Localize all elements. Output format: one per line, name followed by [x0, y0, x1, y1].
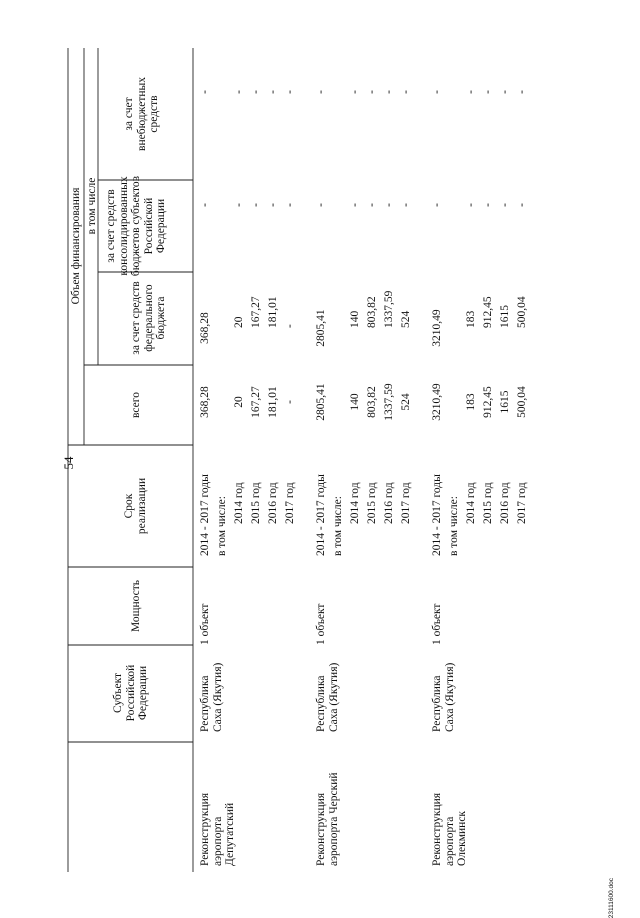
row-3-extrabudgetary-2: - — [465, 90, 477, 94]
row-2-federal-3: 803,82 — [366, 296, 378, 328]
row-1-period-5: 2017 год — [284, 482, 296, 524]
row-1-regional-4: - — [267, 203, 279, 207]
row-3-period-5: 2017 год — [516, 482, 528, 524]
row-2-federal-2: 140 — [349, 310, 361, 328]
header-regional-line-2: бюджетов субъектов — [130, 175, 142, 277]
row-1-period-3: 2015 год — [250, 482, 262, 524]
header-extrabudgetary-line-2: средств — [148, 95, 160, 133]
row-1-total-5: - — [284, 400, 296, 404]
row-3-object-name-2: Олекминск — [456, 810, 468, 866]
row-3-subject-1: Саха (Якутия) — [443, 662, 456, 732]
row-3-federal-4: 1615 — [499, 305, 511, 328]
row-1-period-4: 2016 год — [267, 482, 279, 524]
row-2-total-3: 803,82 — [366, 386, 378, 418]
row-3-extrabudgetary-4: - — [499, 90, 511, 94]
page-number: 54 — [61, 456, 76, 470]
row-3-capacity: 1 объект — [431, 603, 443, 645]
row-3-total-2: 183 — [465, 393, 477, 411]
header-regional-line-0: за счет средств — [105, 189, 117, 263]
row-1-federal-3: 167,27 — [250, 296, 262, 328]
row-2-subject-0: Республика — [315, 675, 327, 732]
row-1-federal-5: - — [284, 324, 296, 328]
row-1-regional-0: - — [199, 203, 211, 207]
row-2-regional-2: - — [349, 203, 361, 207]
header-subject-line-0: Субъект — [112, 672, 124, 714]
row-1-total-2: 20 — [233, 396, 245, 408]
row-1-extrabudgetary-0: - — [199, 90, 211, 94]
row-1-subject-0: Республика — [199, 675, 211, 732]
row-2-regional-5: - — [400, 203, 412, 207]
row-3-regional-5: - — [516, 203, 528, 207]
row-1-extrabudgetary-2: - — [233, 90, 245, 94]
row-2-extrabudgetary-3: - — [366, 90, 378, 94]
header-subject-line-1: Российской — [124, 664, 137, 722]
row-1-total-0: 368,28 — [199, 386, 211, 418]
row-3-extrabudgetary-3: - — [482, 90, 494, 94]
row-3-period-2: 2014 год — [465, 482, 477, 524]
header-regional-line-1: консолидированных — [117, 176, 130, 276]
header-extrabudgetary-line-1: внебюджетных — [135, 77, 148, 151]
row-1-period-1: в том числе: — [216, 496, 228, 556]
header-including: в том числе — [86, 177, 98, 235]
row-2-total-5: 524 — [400, 393, 412, 411]
header-extrabudgetary-line-0: за счет — [123, 97, 135, 131]
row-1-object-name-0: Реконструкция — [199, 792, 211, 866]
header-federal-line-0: за счет средств — [130, 281, 142, 355]
row-2-object-name-1: аэропорта Черский — [327, 772, 340, 866]
row-2-total-2: 140 — [349, 393, 361, 411]
header-term-line-0: Срок — [123, 493, 135, 519]
row-3-federal-3: 912,45 — [482, 296, 494, 328]
row-3-total-0: 3210,49 — [431, 383, 443, 421]
header-term-line-1: реализации — [135, 477, 148, 535]
row-2-subject-1: Саха (Якутия) — [327, 662, 340, 732]
row-3-period-3: 2015 год — [482, 482, 494, 524]
row-2-regional-3: - — [366, 203, 378, 207]
row-3-total-5: 500,04 — [516, 386, 528, 418]
header-capacity: Мощность — [130, 579, 142, 633]
row-2-period-5: 2017 год — [400, 482, 412, 524]
row-3-regional-0: - — [431, 203, 443, 207]
row-1-extrabudgetary-5: - — [284, 90, 296, 94]
row-3-total-3: 912,45 — [482, 386, 494, 418]
header-regional-line-4: Федерации — [155, 198, 167, 254]
row-1-federal-0: 368,28 — [199, 312, 211, 344]
row-3-regional-2: - — [465, 203, 477, 207]
header-regional-line-3: Российской — [142, 197, 155, 255]
row-2-extrabudgetary-4: - — [383, 90, 395, 94]
row-3-period-1: в том числе: — [448, 496, 460, 556]
row-3-object-name-0: Реконструкция — [431, 792, 443, 866]
header-finance-volume: Объем финансирования — [70, 187, 82, 305]
row-1-total-4: 181,01 — [267, 386, 279, 418]
row-3-regional-4: - — [499, 203, 511, 207]
row-3-extrabudgetary-0: - — [431, 90, 443, 94]
row-2-federal-0: 2805,41 — [315, 309, 327, 347]
row-1-period-0: 2014 - 2017 годы — [199, 474, 211, 556]
header-federal-line-1: федерального — [142, 284, 155, 352]
row-2-federal-4: 1337,59 — [383, 290, 395, 328]
row-2-total-0: 2805,41 — [315, 383, 327, 421]
row-3-federal-2: 183 — [465, 310, 477, 328]
row-2-regional-0: - — [315, 203, 327, 207]
row-1-total-3: 167,27 — [250, 386, 262, 418]
row-3-total-4: 1615 — [499, 390, 511, 414]
header-total: всего — [130, 392, 142, 418]
row-1-regional-3: - — [250, 203, 262, 207]
row-2-period-0: 2014 - 2017 годы — [315, 474, 327, 556]
row-2-period-4: 2016 год — [383, 482, 395, 524]
row-3-subject-0: Республика — [431, 675, 443, 732]
row-1-object-name-2: Депутатский — [224, 802, 236, 866]
header-subject-line-2: Федерации — [137, 665, 149, 721]
row-1-extrabudgetary-3: - — [250, 90, 262, 94]
row-2-period-1: в том числе: — [332, 496, 344, 556]
row-1-regional-2: - — [233, 203, 245, 207]
row-1-capacity: 1 объект — [199, 603, 211, 645]
row-1-federal-2: 20 — [233, 316, 245, 328]
row-1-regional-5: - — [284, 203, 296, 207]
row-2-extrabudgetary-2: - — [349, 90, 361, 94]
row-3-regional-3: - — [482, 203, 494, 207]
row-2-object-name-0: Реконструкция — [315, 792, 327, 866]
row-1-federal-4: 181,01 — [267, 296, 279, 328]
row-3-federal-0: 3210,49 — [431, 309, 443, 347]
row-2-period-3: 2015 год — [366, 482, 378, 524]
row-2-extrabudgetary-0: - — [315, 90, 327, 94]
row-2-federal-5: 524 — [400, 310, 412, 328]
row-3-object-name-1: аэропорта — [443, 816, 456, 866]
row-2-period-2: 2014 год — [349, 482, 361, 524]
document-code: 23111600.doc — [608, 878, 615, 918]
row-1-extrabudgetary-4: - — [267, 90, 279, 94]
row-3-period-4: 2016 год — [499, 482, 511, 524]
row-1-object-name-1: аэропорта — [211, 816, 224, 866]
row-2-extrabudgetary-5: - — [400, 90, 412, 94]
row-3-federal-5: 500,04 — [516, 296, 528, 328]
header-federal-line-2: бюджета — [155, 296, 167, 340]
row-3-extrabudgetary-5: - — [516, 90, 528, 94]
row-2-regional-4: - — [383, 203, 395, 207]
row-2-capacity: 1 объект — [315, 603, 327, 645]
row-1-period-2: 2014 год — [233, 482, 245, 524]
row-3-period-0: 2014 - 2017 годы — [431, 474, 443, 556]
row-1-subject-1: Саха (Якутия) — [211, 662, 224, 732]
row-2-total-4: 1337,59 — [383, 383, 395, 421]
